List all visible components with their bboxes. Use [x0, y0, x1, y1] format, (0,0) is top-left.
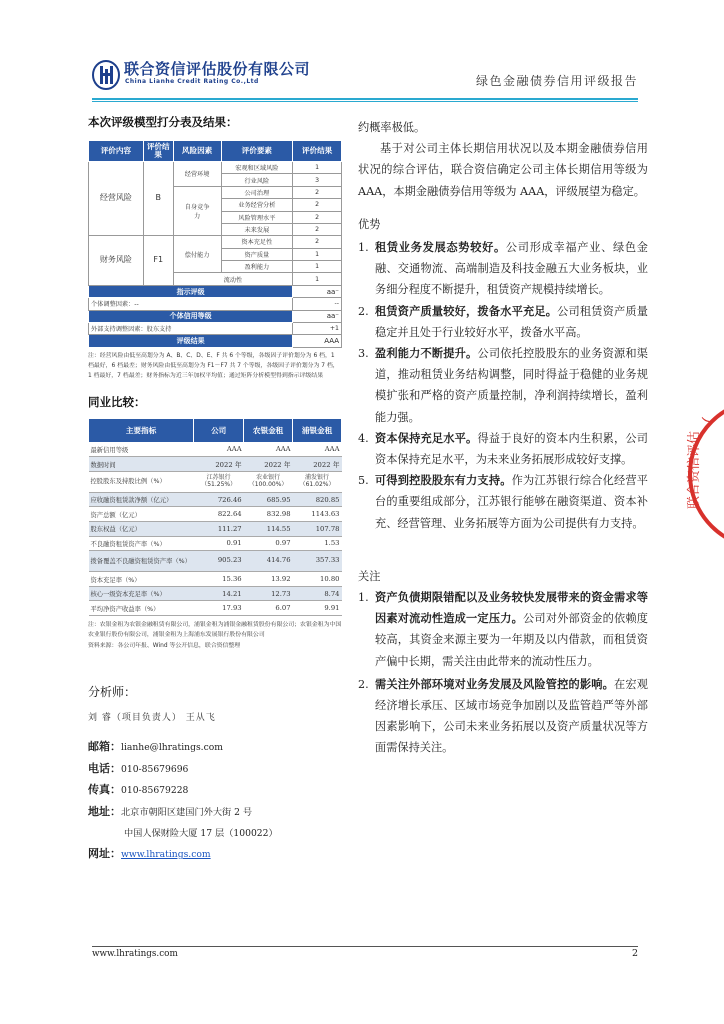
- element-cell: 流动性: [173, 273, 293, 285]
- metric-value: 107.78: [293, 522, 342, 537]
- table-header-cell: 评价要素: [221, 141, 293, 162]
- list-item: [358, 301, 648, 343]
- score-cell: 2: [293, 199, 342, 211]
- table-row: [89, 601, 342, 616]
- rating-conclusion-paragraph: 基于对公司主体长期信用状况以及本期金融债券信用状况的综合评估，联合资信确定公司主体长期信用等级为 AAA，本期金融债券信用等级为 AAA，评级展望为稳定。: [358, 142, 648, 198]
- item-bold: 租赁资产质量较好，拨备水平充足。: [375, 304, 558, 318]
- header-divider-thin: [92, 101, 638, 102]
- individual-rating-value: aa⁻: [293, 310, 342, 322]
- element-cell: 资产质量: [221, 248, 293, 260]
- item-number: 5.: [358, 474, 369, 488]
- metric-label: 核心一级资本充足率（%）: [89, 586, 194, 601]
- external-support-value: +1: [293, 323, 342, 335]
- business-risk-result: B: [143, 161, 173, 235]
- item-number: 1.: [358, 591, 369, 605]
- table-header-cell: 风险因素: [173, 141, 221, 162]
- svg-text:(: (: [699, 415, 716, 426]
- item-text: 作为江苏银行综合化经营平台的重要组成部分，江苏银行能够在融资渠道、资本补充、经营管理、业务拓展等方面为公司提供有力支持。: [375, 474, 648, 530]
- item-number: 4.: [358, 431, 369, 445]
- element-cell: 未来发展: [221, 223, 293, 235]
- svg-text:联合资信评估: 联合资信评估: [687, 430, 702, 509]
- table-header-cell: 公司: [194, 418, 244, 442]
- final-rating-value: AAA: [293, 335, 342, 347]
- address-label: 地址：: [88, 805, 121, 819]
- metric-label: 资本充足率（%）: [89, 572, 194, 587]
- metric-value: 905.23: [194, 551, 244, 572]
- table-row: [89, 492, 342, 507]
- table-header-row: [89, 418, 342, 442]
- table-row: [89, 536, 342, 551]
- email-value[interactable]: lianhe@lhratings.com: [121, 742, 223, 754]
- company-name-en: China Lianhe Credit Rating Co.,Ltd: [125, 78, 259, 85]
- peer-comparison-table: [88, 418, 342, 616]
- financial-risk-category: 财务风险: [89, 236, 144, 286]
- metric-value: 江苏银行（51.25%）: [194, 471, 244, 492]
- table-header-cell: 评价内容: [89, 141, 144, 162]
- element-cell: 盈利能力: [221, 261, 293, 273]
- analyst-section: [88, 683, 342, 866]
- concerns-list: [358, 587, 648, 759]
- table-row: [89, 442, 342, 457]
- element-cell: 行业风险: [221, 174, 293, 186]
- table-header-cell: 评价结果: [293, 141, 342, 162]
- metric-value: 2022 年: [293, 457, 342, 472]
- analyst-names: 刘 睿（项目负责人） 王从飞: [88, 713, 216, 724]
- item-text: 公司对外部资金的依赖度较高，其资金来源主要为一年期及以内借款，而租赁资产偏中长期，需关注由此带来的流动性压力。: [375, 612, 648, 668]
- peer-comparison-title: 同业比较：: [88, 394, 146, 409]
- lianhe-logo-icon: [92, 60, 120, 90]
- metric-label: 不良融资租赁资产率（%）: [89, 536, 194, 551]
- table-header-cell: 评价结果: [143, 141, 173, 162]
- metric-value: 9.91: [293, 601, 342, 616]
- metric-value: 15.36: [194, 572, 244, 587]
- fax-label: 传真：: [88, 783, 121, 797]
- indicative-label: 指示评级: [89, 285, 293, 297]
- business-risk-category: 经营风险: [89, 161, 144, 235]
- item-bold: 租赁业务发展态势较好。: [375, 241, 506, 255]
- metric-value: 111.27: [194, 522, 244, 537]
- metric-value: 820.85: [293, 492, 342, 507]
- list-item: [358, 587, 648, 672]
- table-row: [89, 507, 342, 522]
- fax-value: 010-85679228: [121, 785, 189, 797]
- left-column: [88, 114, 342, 866]
- peer-source: 资料来源：各公司年报、Wind 等公开信息，联合资信整理: [88, 642, 241, 649]
- metric-value: 10.80: [293, 572, 342, 587]
- web-label: 网址：: [88, 847, 121, 861]
- final-rating-label: 评级结果: [89, 335, 293, 347]
- company-name-cn: 联合资信评估股份有限公司: [124, 60, 311, 78]
- score-cell: 1: [293, 248, 342, 260]
- score-cell: 1: [293, 161, 342, 173]
- score-cell: 2: [293, 211, 342, 223]
- concerns-title: 关注: [358, 569, 381, 583]
- metric-value: 114.55: [244, 522, 293, 537]
- metric-value: 414.76: [244, 551, 293, 572]
- item-bold: 可得到控股股东有力支持。: [375, 474, 512, 488]
- element-cell: 宏观和区域风险: [221, 161, 293, 173]
- metric-value: 357.33: [293, 551, 342, 572]
- table-row: [89, 236, 342, 248]
- element-cell: 公司治理: [221, 186, 293, 198]
- metric-value: 1143.63: [293, 507, 342, 522]
- profitability-factor: 偿付能力: [173, 236, 221, 273]
- item-text: 公司形成幸福产业、绿色金融、交通物流、高端制造及科技金融五大业务板块，业务细分程度不断提升，租赁资产规模持续增长。: [375, 241, 648, 297]
- strengths-list: [358, 237, 648, 534]
- address-value-1: 北京市朝阳区建国门外大街 2 号: [121, 807, 253, 819]
- metric-value: 832.98: [244, 507, 293, 522]
- metric-value: 2022 年: [194, 457, 244, 472]
- item-bold: 资本保持充足水平。: [375, 431, 478, 445]
- rating-model-note: 注：经营风险由低至高划分为 A、B、C、D、E、F 共 6 个等级，各级因子评价划分为 6 档，1 档最好，6 档最差；财务风险由低至高划分为 F1－F7 共 7 个等级，各级因子评价划分为 7 档，1 档最好，7 档最差；财务指标为近三年加权平均值；通过矩阵分析模型得到指示评级结果: [88, 352, 339, 380]
- metric-value: 822.64: [194, 507, 244, 522]
- final-rating-row: [89, 335, 342, 347]
- table-row: [89, 161, 342, 173]
- external-support-row: [89, 323, 342, 335]
- item-bold: 盈利能力不断提升。: [375, 347, 478, 361]
- list-item: [358, 470, 648, 534]
- metric-value: 685.95: [244, 492, 293, 507]
- item-bold: 需关注外部环境对业务发展及风险管控的影响。: [375, 677, 615, 691]
- metric-value: AAA: [194, 442, 244, 457]
- metric-value: AAA: [244, 442, 293, 457]
- list-item: [358, 343, 648, 428]
- table-row: [89, 522, 342, 537]
- website-link[interactable]: www.lhratings.com: [121, 849, 211, 861]
- metric-value: 17.93: [194, 601, 244, 616]
- metric-value: 12.73: [244, 586, 293, 601]
- company-seal-icon: [684, 394, 724, 554]
- email-line: [88, 737, 342, 759]
- web-line: [88, 844, 342, 866]
- phone-label: 电话：: [88, 761, 121, 775]
- metric-label: 控股股东及持股比例（%）: [89, 471, 194, 492]
- metric-value: 14.21: [194, 586, 244, 601]
- item-number: 2.: [358, 677, 369, 691]
- table-row: [89, 457, 342, 472]
- address-line-2: 中国人保财险大厦 17 层（100022）: [124, 827, 278, 839]
- table-row: [89, 586, 342, 601]
- competitiveness-factor: 自身竞争力: [173, 186, 221, 236]
- report-type: 绿色金融债券信用评级报告: [475, 74, 638, 88]
- score-cell: 2: [293, 186, 342, 198]
- score-cell: 3: [293, 174, 342, 186]
- score-cell: 2: [293, 223, 342, 235]
- footer-divider: [92, 946, 638, 947]
- peer-note: 注：农银金租为农银金融租赁有限公司，浦银金租为浦银金融租赁股份有限公司；农银金租为中国农业银行股份有限公司，浦银金租为上海浦东发展银行股份有限公司: [88, 622, 342, 639]
- metric-value: 1.53: [293, 536, 342, 551]
- financial-risk-result: F1: [143, 236, 173, 286]
- metric-value: 农业银行（100.00%）: [244, 471, 293, 492]
- metric-label: 最新信用等级: [89, 442, 194, 457]
- metric-label: 平均净资产收益率（%）: [89, 601, 194, 616]
- item-text: 公司租赁资产质量稳定并且处于行业较好水平，拨备水平高。: [375, 304, 648, 339]
- table-header-row: [89, 141, 342, 162]
- element-cell: 资本充足性: [221, 236, 293, 248]
- score-cell: 1: [293, 261, 342, 273]
- item-number: 3.: [358, 347, 369, 361]
- address-line: [88, 802, 342, 824]
- external-support-label: 外部支持调整因素：股东支持: [89, 323, 293, 335]
- list-item: [358, 237, 648, 301]
- table-row: [89, 471, 342, 492]
- table-header-cell: 浦银金租: [293, 418, 342, 442]
- metric-label: 资产总额（亿元）: [89, 507, 194, 522]
- indicative-value: aa⁻: [293, 285, 342, 297]
- item-bold: 资产负债期限错配以及业务较快发展带来的资金需求等因素对流动性造成一定压力。: [375, 591, 648, 626]
- individual-adjust-row: [89, 298, 342, 310]
- metric-value: 8.74: [293, 586, 342, 601]
- individual-adjust-label: 个体调整因素：--: [89, 298, 293, 310]
- individual-adjust-value: --: [293, 298, 342, 310]
- analyst-title: 分析师：: [88, 685, 137, 700]
- individual-rating-label: 个体信用等级: [89, 310, 293, 322]
- item-text: 得益于良好的资本内生积累，公司资本保持充足水平，为未来业务拓展形成较好支撑。: [375, 431, 648, 467]
- score-cell: 2: [293, 236, 342, 248]
- page-header: [92, 56, 638, 98]
- item-text: 公司依托控股股东的业务资源和渠道，推动租赁业务结构调整，同时得益于稳健的业务规模扩张和严格的资产质量控制，净利润持续增长，盈利能力强。: [375, 347, 648, 424]
- table-row: [89, 551, 342, 572]
- item-number: 2.: [358, 304, 369, 318]
- metric-value: 13.92: [244, 572, 293, 587]
- metric-value: 0.97: [244, 536, 293, 551]
- rating-model-title: 本次评级模型打分表及结果：: [88, 115, 238, 129]
- metric-label: 应收融资租赁款净额（亿元）: [89, 492, 194, 507]
- rating-model-table: [88, 140, 342, 348]
- table-row: [89, 572, 342, 587]
- metric-value: 6.07: [244, 601, 293, 616]
- header-divider: [92, 98, 638, 100]
- metric-value: 2022 年: [244, 457, 293, 472]
- metric-value: 726.46: [194, 492, 244, 507]
- table-header-cell: 主要指标: [89, 418, 194, 442]
- page-number: 2: [631, 948, 638, 959]
- metric-label: 拨备覆盖不良融资租赁资产率（%）: [89, 551, 194, 572]
- item-number: 1.: [358, 241, 369, 255]
- table-header-cell: 农银金租: [244, 418, 293, 442]
- fax-line: [88, 780, 342, 802]
- metric-value: AAA: [293, 442, 342, 457]
- metric-label: 股东权益（亿元）: [89, 522, 194, 537]
- item-text: 在宏观经济增长承压、区域市场竞争加剧以及监管趋严等外部因素影响下，公司未来业务拓展以及资产质量状况等方面需保持关注。: [375, 677, 648, 755]
- element-cell: 业务经营分析: [221, 199, 293, 211]
- metric-value: 浦发银行（61.02%）: [293, 471, 342, 492]
- score-cell: 1: [293, 273, 342, 285]
- indicative-rating-row: [89, 285, 342, 297]
- env-factor: 经营环境: [173, 161, 221, 186]
- metric-label: 数据时间: [89, 457, 194, 472]
- footer-url[interactable]: www.lhratings.com: [92, 949, 178, 959]
- contact-block: [88, 737, 342, 866]
- phone-line: [88, 759, 342, 781]
- list-item: [358, 428, 648, 470]
- list-item: [358, 674, 648, 759]
- element-cell: 风险管理水平: [221, 211, 293, 223]
- continued-paragraph: 约概率极低。: [358, 121, 426, 134]
- individual-rating-row: [89, 310, 342, 322]
- email-label: 邮箱：: [88, 740, 121, 754]
- phone-value: 010-85679696: [121, 763, 189, 775]
- right-column: [358, 117, 648, 759]
- strengths-title: 优势: [358, 217, 381, 231]
- metric-value: 0.91: [194, 536, 244, 551]
